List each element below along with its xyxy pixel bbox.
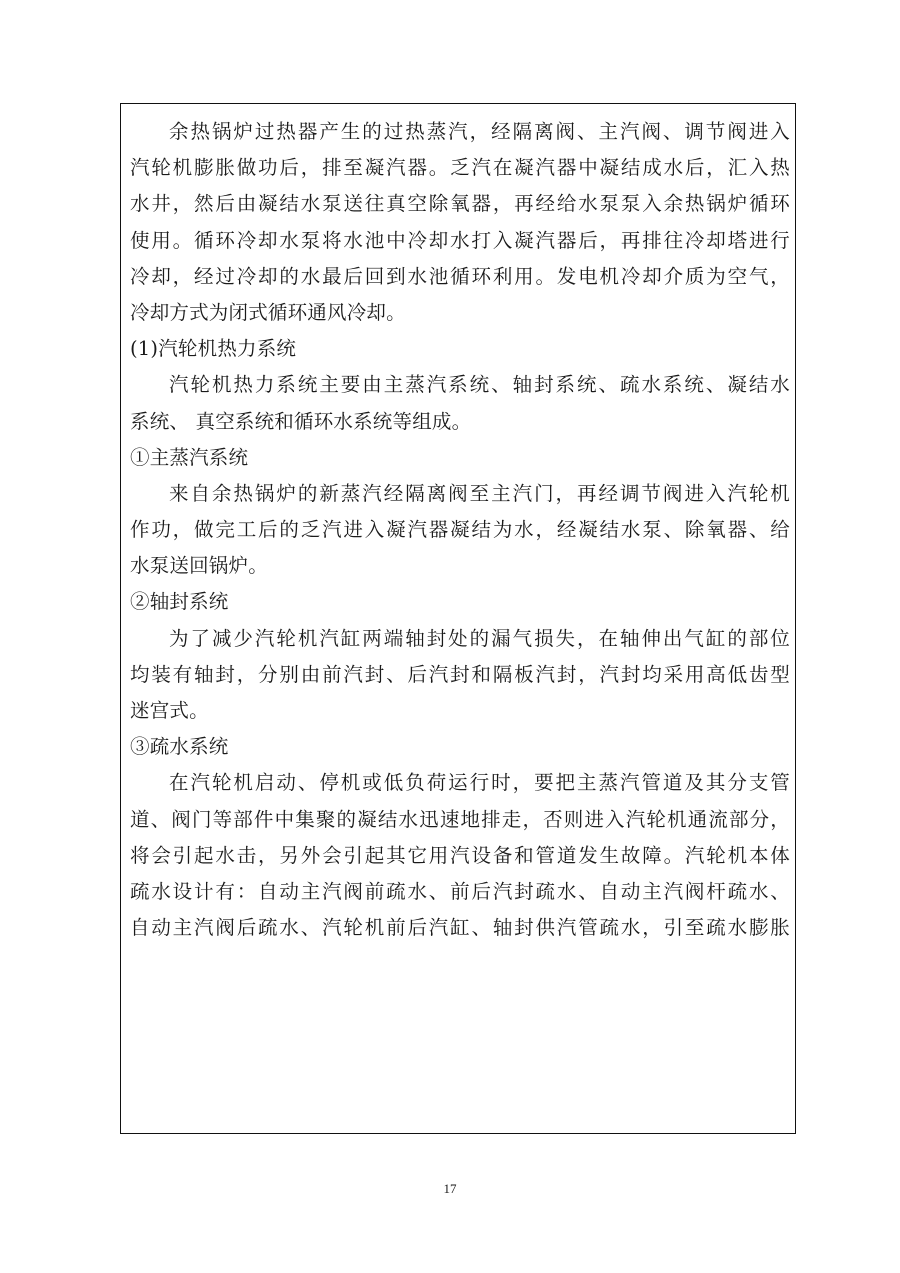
paragraph-line: 冷却方式为闭式循环通风冷却。 [130,300,406,324]
paragraph-line: 水井，然后由凝结水泵送往真空除氧器，再经给水泵泵入余热锅炉循环 [130,192,790,216]
paragraph-line: 为了减少汽轮机汽缸两端轴封处的漏气损失，在轴伸出气缸的部位 [169,626,790,650]
paragraph-line: 汽轮机热力系统主要由主蒸汽系统、轴封系统、疏水系统、凝结水 [169,373,790,397]
subsection-heading: ②轴封系统 [130,590,229,614]
paragraph-line: 疏水设计有：自动主汽阀前疏水、前后汽封疏水、自动主汽阀杆疏水、 [130,879,790,903]
subsection-heading: ①主蒸汽系统 [130,445,249,469]
paragraph-line: 来自余热锅炉的新蒸汽经隔离阀至主汽门，再经调节阀进入汽轮机 [169,481,790,505]
paragraph-line: 使用。循环冷却水泵将水池中冷却水打入凝汽器后，再排往冷却塔进行 [130,228,790,252]
paragraph-line: 自动主汽阀后疏水、汽轮机前后汽缸、轴封供汽管疏水，引至疏水膨胀 [130,916,790,940]
paragraph-line: 汽轮机膨胀做功后，排至凝汽器。乏汽在凝汽器中凝结成水后，汇入热 [130,156,790,180]
body-text [130,114,790,946]
paragraph-line: 将会引起水击，另外会引起其它用汽设备和管道发生故障。汽轮机本体 [130,843,790,867]
paragraph-line: 迷宫式。 [130,699,209,722]
paragraph-line: 余热锅炉过热器产生的过热蒸汽，经隔离阀、主汽阀、调节阀进入 [169,120,790,143]
paragraph-line: 冷却，经过冷却的水最后回到水池循环利用。发电机冷却介质为空气， [130,264,790,288]
paragraph-line: 道、阀门等部件中集聚的凝结水迅速地排走，否则进入汽轮机通流部分， [130,807,790,831]
paragraph-line: 系统、 真空系统和循环水系统等组成。 [130,409,472,433]
paragraph-line: 均装有轴封，分别由前汽封、后汽封和隔板汽封，汽封均采用高低齿型 [130,662,790,686]
paragraph-line: 作功，做完工后的乏汽进入凝汽器凝结为水，经凝结水泵、除氧器、给 [130,518,790,542]
paragraph-line: 在汽轮机启动、停机或低负荷运行时，要把主蒸汽管道及其分支管 [169,771,790,795]
page-number: 17 [443,1181,457,1196]
subsection-heading: ③疏水系统 [130,735,229,759]
paragraph-line: 水泵送回锅炉。 [130,554,268,578]
content-frame [120,103,796,1134]
section-heading: (1)汽轮机热力系统 [130,337,297,361]
